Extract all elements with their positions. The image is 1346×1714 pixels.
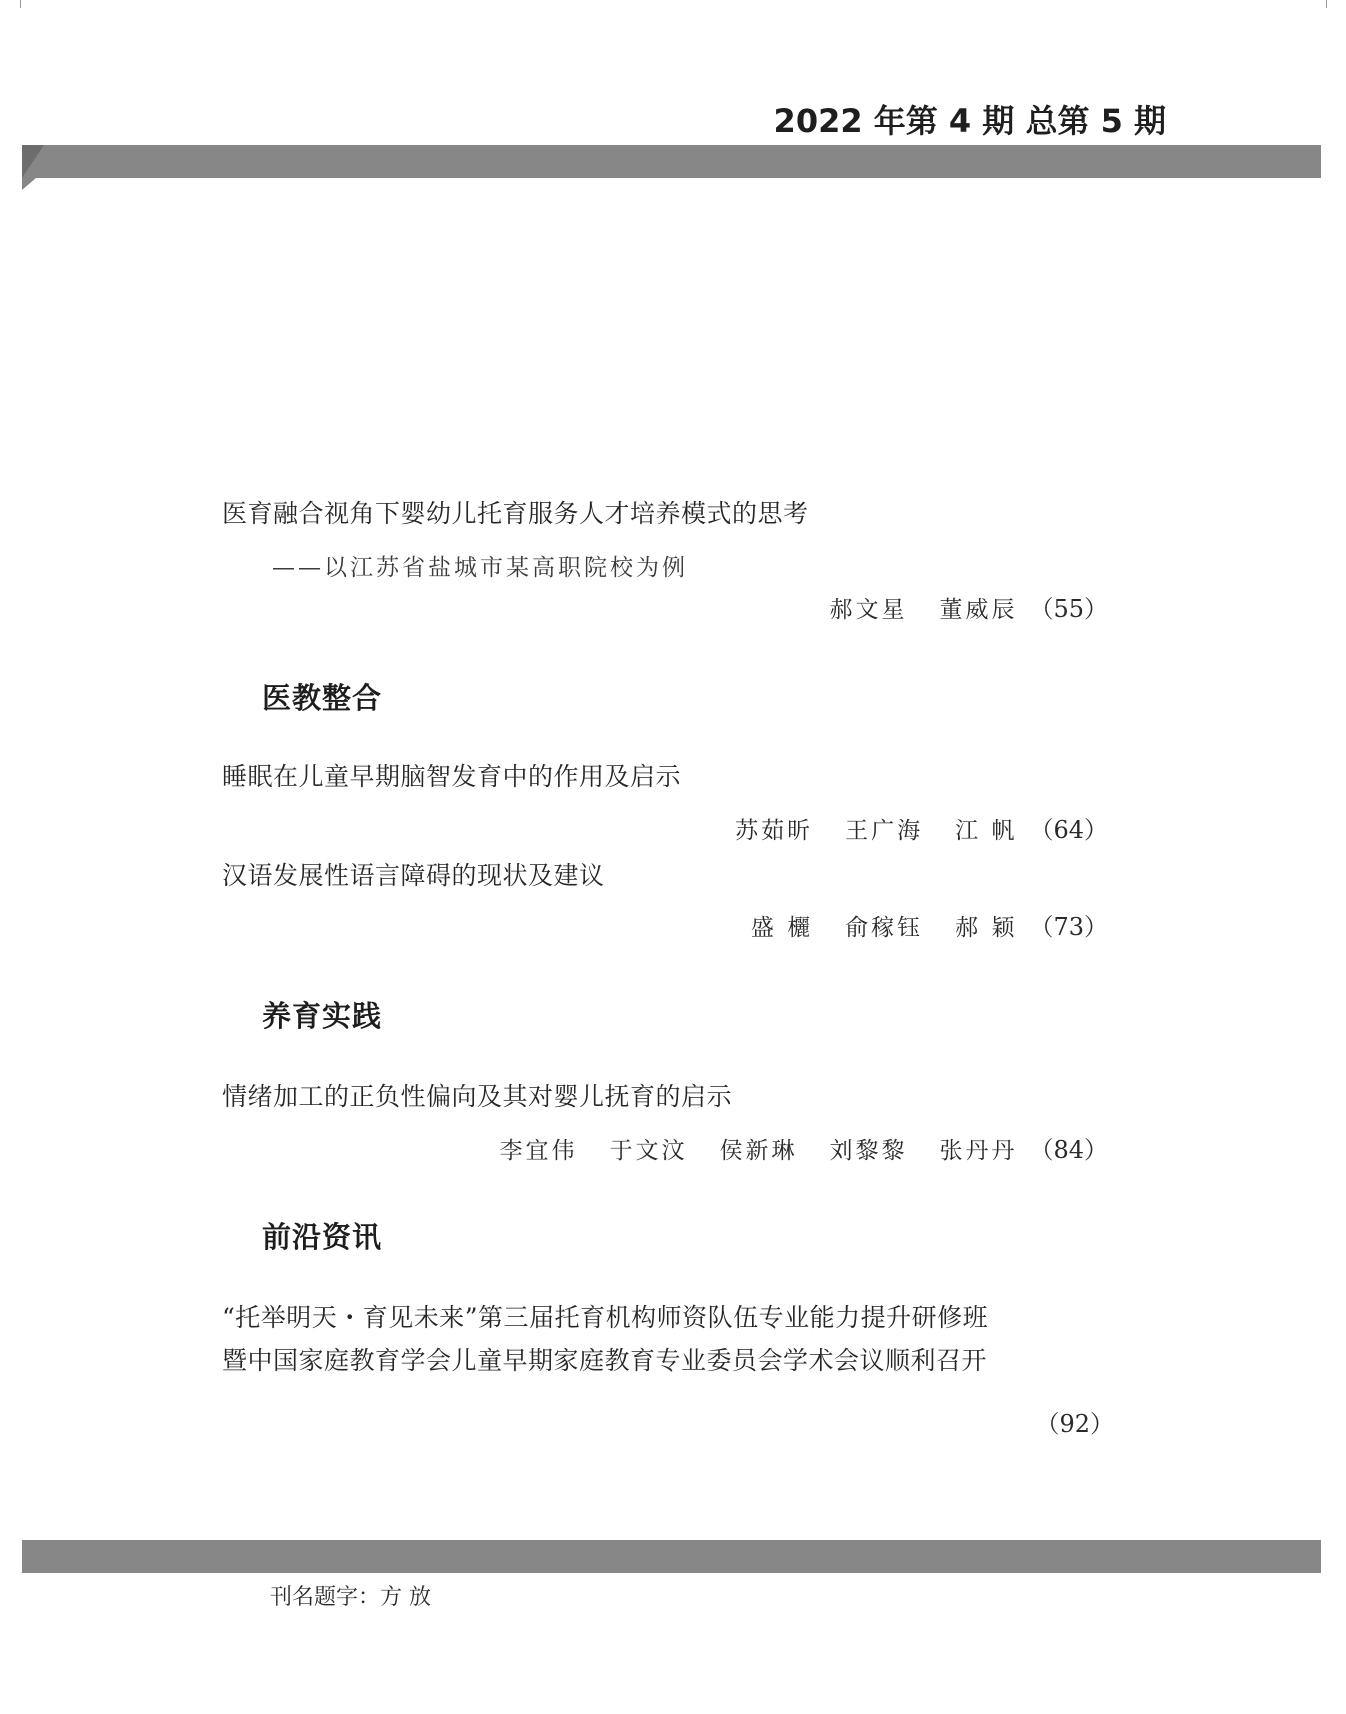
article-title[interactable]: 医育融合视角下婴幼儿托育服务人才培养模式的思考 [222,499,809,528]
article-title[interactable]: 汉语发展性语言障碍的现状及建议 [222,861,605,890]
section-heading: 养育实践 [262,999,383,1033]
article-title-line-2[interactable]: 暨中国家庭教育学会儿童早期家庭教育专业委员会学术会议顺利召开 [222,1346,988,1375]
author-name: 郝 颖 [955,915,1018,941]
issue-number: 2022 年第 4 期 总第 5 期 [773,102,1166,140]
author-name: 张丹丹 [939,1138,1018,1164]
article-authors [735,810,1108,845]
section-heading: 前沿资讯 [262,1220,383,1254]
page-number: （55） [1029,595,1108,623]
page-number: （84） [1029,1136,1108,1164]
header-band-fold [22,145,44,178]
author-name: 于文汶 [609,1138,688,1164]
author-name: 侯新琳 [719,1138,798,1164]
author-name: 李宜伟 [499,1138,578,1164]
footer-band [22,1540,1321,1573]
author-name: 郝文星 [829,597,908,623]
author-name: 盛 欐 [750,915,814,941]
page-number: （73） [1029,913,1108,941]
author-name: 江 帆 [955,818,1018,844]
section-heading: 医教整合 [262,681,383,715]
author-name: 王广海 [845,818,924,844]
author-name: 俞稼钰 [845,915,924,941]
crop-mark-right [1326,0,1327,8]
author-name: 董威辰 [939,597,1018,623]
author-name: 苏茹昕 [735,818,814,844]
article-authors [499,1130,1108,1165]
article-title[interactable]: 睡眠在儿童早期脑智发育中的作用及启示 [222,762,682,791]
crop-mark-left [20,0,21,8]
title-calligraphy-credit: 刊名题字：方 放 [270,1585,431,1610]
article-authors [751,907,1108,942]
header-band [22,145,1321,178]
page-number: （64） [1029,816,1108,844]
article-title[interactable]: 情绪加工的正负性偏向及其对婴儿抚育的启示 [222,1082,733,1111]
header-band-tail [22,178,36,190]
article-subtitle: ——以江苏省盐城市某高职院校为例 [272,555,688,581]
page-number: （92） [1035,1410,1114,1438]
article-authors [829,589,1108,624]
author-name: 刘黎黎 [829,1138,908,1164]
article-title-line-1[interactable]: “托举明天・育见未来”第三届托育机构师资队伍专业能力提升研修班 [222,1303,989,1332]
